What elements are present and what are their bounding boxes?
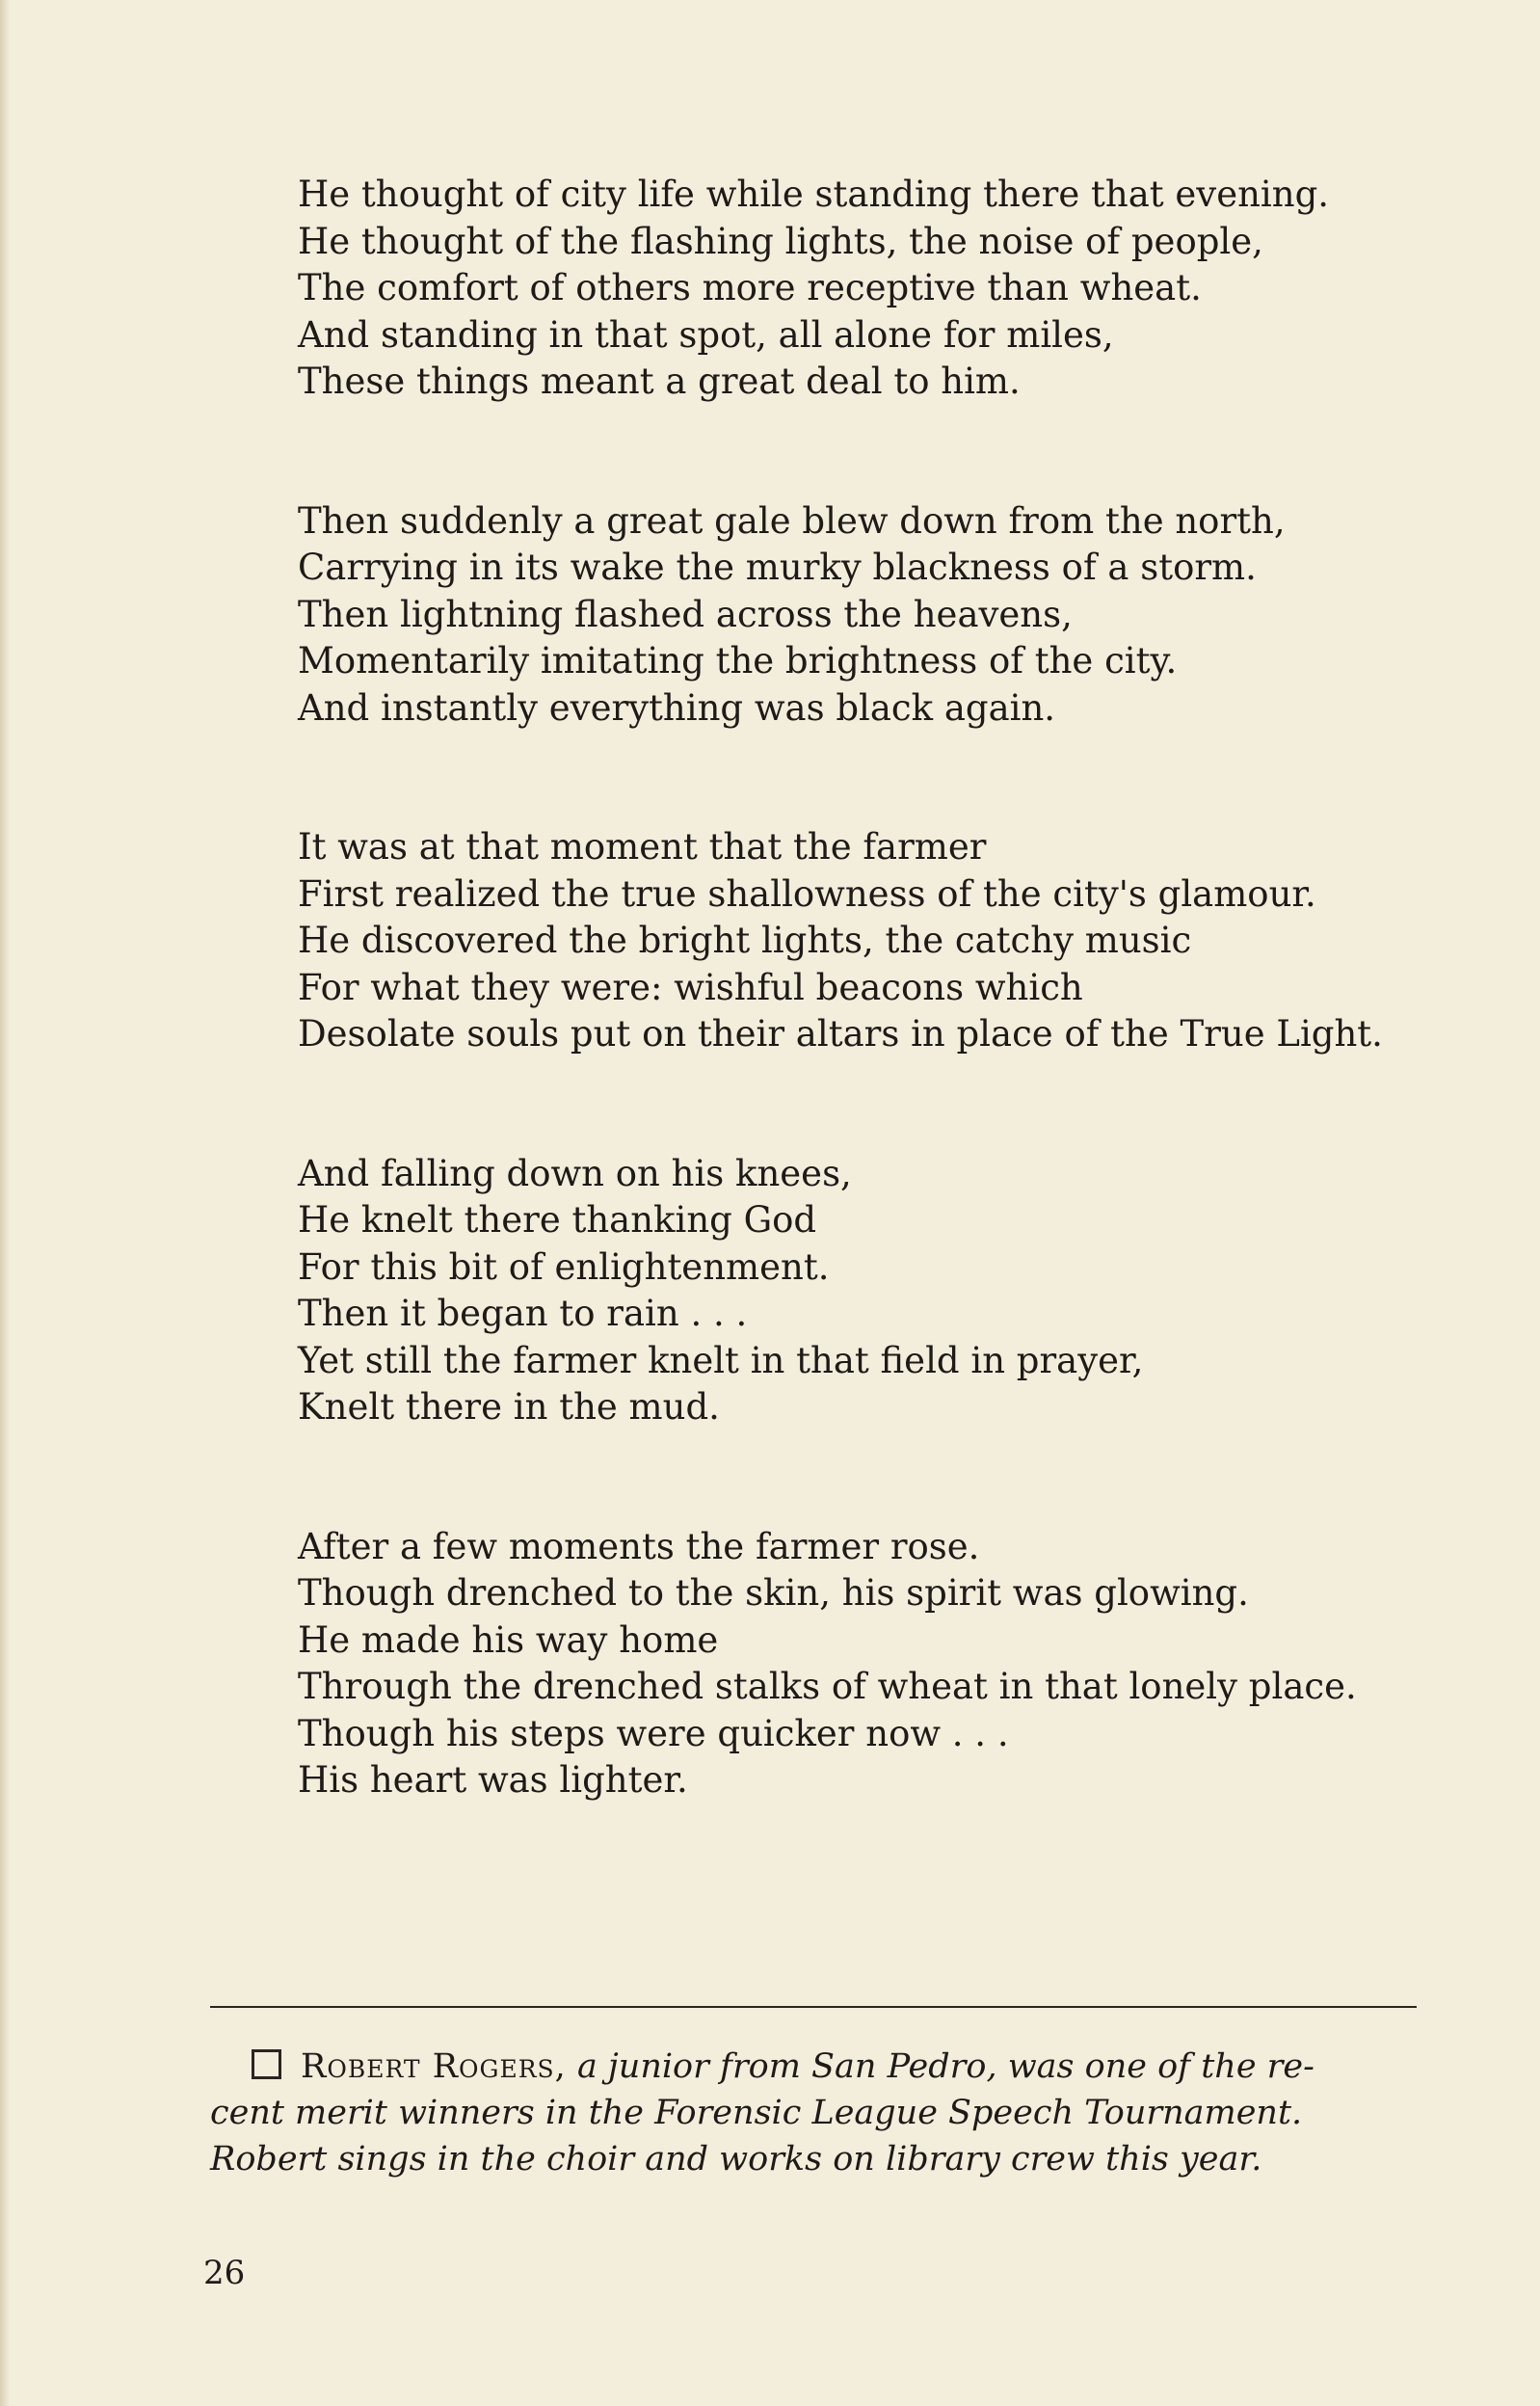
poem-line: After a few moments the farmer rose. [298, 1525, 980, 1567]
poem-line: He discovered the bright lights, the catchy music [298, 920, 1192, 961]
poem-line: Carrying in its wake the murky blackness of a storm. [298, 547, 1257, 588]
footnote-divider [210, 2006, 1417, 2008]
poem-line: These things meant a great deal to him. [298, 361, 1021, 402]
author-name: Robert Rogers, [301, 2047, 567, 2086]
page-number: 26 [203, 2254, 246, 2292]
poem-line: He knelt there thanking God [298, 1199, 817, 1241]
poem-line: Then it began to rain . . . [298, 1293, 748, 1334]
bio-line-3: Robert sings in the choir and works on library crew this year. [210, 2140, 1262, 2179]
stanza-5 [298, 1524, 1454, 1804]
author-bio [210, 2044, 1422, 2182]
square-bullet-icon [252, 2049, 281, 2079]
poem-line: Then suddenly a great gale blew down from the north, [298, 499, 1286, 542]
poem-line: For what they were: wishful beacons which [298, 966, 1083, 1008]
poem-line: Through the drenched stalks of wheat in that lonely place. [298, 1666, 1357, 1707]
poem-line: And instantly everything was black again. [298, 686, 1056, 729]
poem-line: His heart was lighter. [298, 1759, 688, 1801]
poem-line: He made his way home [298, 1618, 719, 1661]
poem-line: Desolate souls put on their altars in place of the True Light. [298, 1013, 1383, 1055]
stanza-3 [298, 824, 1454, 1058]
bio-line-2: cent merit winners in the Forensic League Speech Tournament. [210, 2094, 1303, 2132]
poem-line: Knelt there in the mud. [298, 1386, 720, 1428]
poem-line: Momentarily imitating the brightness of the city. [298, 640, 1178, 682]
stanza-4 [298, 1151, 1454, 1431]
poem-line: And standing in that spot, all alone for miles, [298, 313, 1114, 356]
poem-line: Then lightning flashed across the heavens, [298, 593, 1073, 635]
poem-line: Though his steps were quicker now . . . [298, 1712, 1009, 1754]
poem-line: He thought of the flashing lights, the noise of people, [298, 220, 1263, 262]
bio-line-1 [210, 2044, 1422, 2090]
bio-text: a junior from San Pedro, was one of the re- [576, 2047, 1314, 2086]
poem-line: First realized the true shallowness of the city's glamour. [298, 872, 1316, 915]
poem-line: And falling down on his knees, [298, 1152, 852, 1194]
stanza-1 [298, 172, 1454, 406]
poem-text [298, 172, 1454, 1897]
stanza-2 [298, 498, 1454, 733]
page-edge-shadow [0, 0, 10, 2406]
poem-line: Though drenched to the skin, his spirit was glowing. [298, 1572, 1249, 1614]
poem-line: It was at that moment that the farmer [298, 826, 987, 868]
poem-line: Yet still the farmer knelt in that field in prayer, [298, 1339, 1144, 1381]
poem-line: He thought of city life while standing there that evening. [298, 174, 1330, 215]
poem-line: The comfort of others more receptive than wheat. [298, 267, 1202, 308]
poem-line: For this bit of enlightenment. [298, 1245, 830, 1288]
